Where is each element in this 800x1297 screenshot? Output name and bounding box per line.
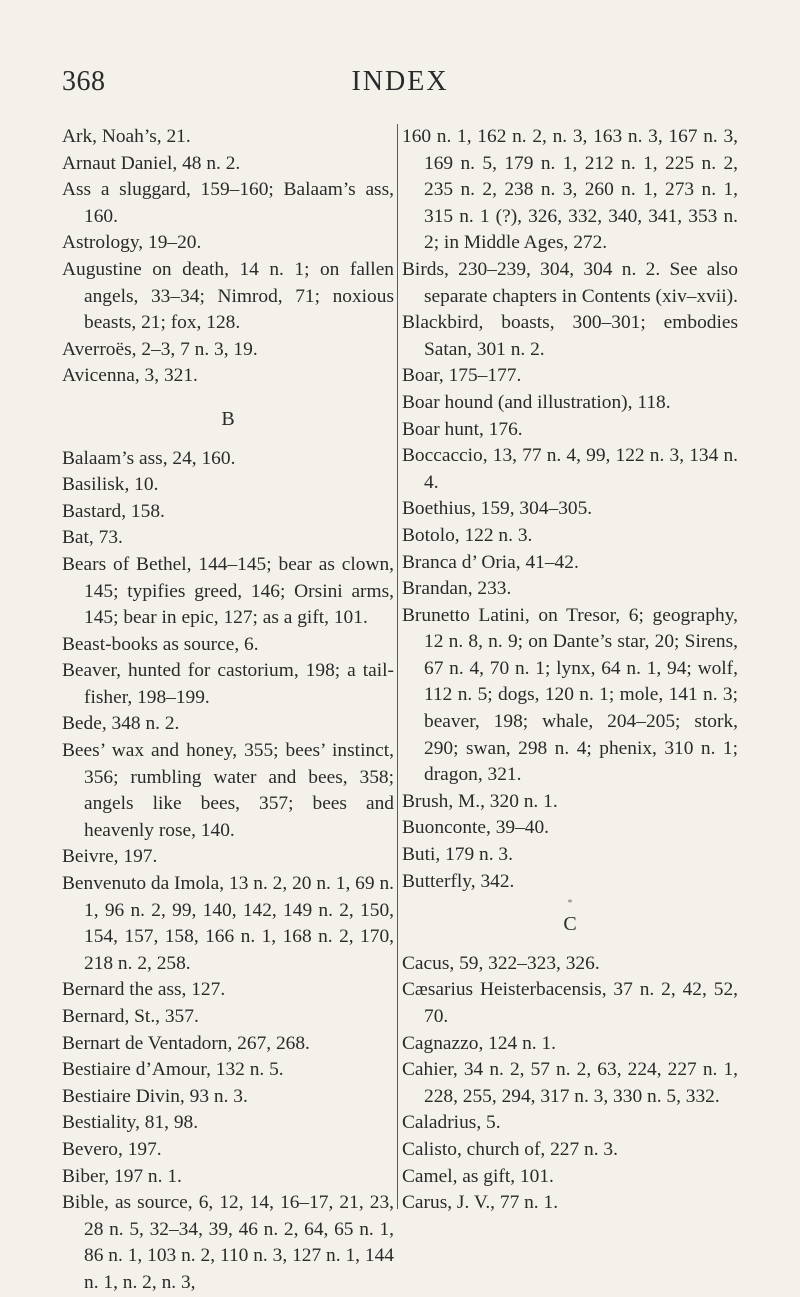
index-entry: Calisto, church of, 227 n. 3.	[402, 1138, 618, 1160]
index-entry: Bees’ wax and honey, 355; bees’ instinct, 356; rumbling water and bees, 358; angels like bees, 357; bees and heavenly rose, 140.	[62, 740, 394, 841]
index-entry: Bevero, 197.	[62, 1138, 162, 1160]
index-entry: Beaver, hunted for castorium, 198; a tail-fisher, 198–199.	[62, 660, 394, 708]
index-entry: Ass a sluggard, 159–160; Balaam’s ass, 160.	[62, 179, 394, 227]
index-entry: Brandan, 233.	[402, 578, 512, 600]
stray-mark: *	[567, 898, 573, 910]
index-entry: Butterfly, 342.	[402, 870, 515, 892]
index-entry: Botolo, 122 n. 3.	[402, 524, 533, 546]
index-entry: Balaam’s ass, 24, 160.	[62, 447, 236, 469]
entries-a	[62, 124, 394, 390]
index-entry: Augustine on death, 14 n. 1; on fallen angels, 33–34; Nimrod, 71; noxious beasts, 21; fox, 128.	[62, 258, 394, 334]
index-entry: Avicenna, 3, 321.	[62, 365, 198, 387]
index-entry: Brunetto Latini, on Tresor, 6; geography, 12 n. 8, n. 9; on Dante’s star, 20; Sirens, 67 n. 4, 70 n. 1; lynx, 64 n. 1, 94; wolf, 112 n. 5; dogs, 120 n. 1; mole, 141 n. 3; beaver, 198; whale, 204–205; stork, 290; swan, 298 n. 4; phenix, 310 n. 1; dragon, 321.	[402, 604, 738, 786]
index-entry: Basilisk, 10.	[62, 474, 159, 496]
index-entry: Averroës, 2–3, 7 n. 3, 19.	[62, 338, 258, 360]
index-entry: Bestiality, 81, 98.	[62, 1112, 199, 1134]
index-entry: Benvenuto da Imola, 13 n. 2, 20 n. 1, 69 n. 1, 96 n. 2, 99, 140, 142, 149 n. 2, 150, 154, 157, 158, 166 n. 1, 168 n. 2, 170, 218 n. 2, 258.	[62, 873, 394, 974]
index-entry: Carus, J. V., 77 n. 1.	[402, 1192, 559, 1214]
index-entry: Beast-books as source, 6.	[62, 633, 259, 655]
entries-c	[402, 951, 738, 1217]
index-entry: Arnaut Daniel, 48 n. 2.	[62, 152, 241, 174]
index-entry: Astrology, 19–20.	[62, 232, 202, 254]
index-entry: Caladrius, 5.	[402, 1112, 501, 1134]
index-entry: Bede, 348 n. 2.	[62, 713, 180, 735]
index-entry: Boar, 175–177.	[402, 365, 522, 387]
index-entry: Cæsarius Heisterbacensis, 37 n. 2, 42, 52, 70.	[402, 979, 738, 1027]
index-entry: Branca d’ Oria, 41–42.	[402, 551, 579, 573]
index-entry: Biber, 197 n. 1.	[62, 1165, 182, 1187]
index-entry: 160 n. 1, 162 n. 2, n. 3, 163 n. 3, 167 n. 3, 169 n. 5, 179 n. 1, 212 n. 1, 225 n. 2, 235 n. 2, 238 n. 3, 260 n. 1, 273 n. 1, 315 n. 1 (?), 326, 332, 340, 341, 353 n. 2; in Middle Ages, 272.	[402, 126, 738, 254]
index-entry: Bears of Bethel, 144–145; bear as clown, 145; typifies greed, 146; Orsini arms, 145; bear in epic, 127; as a gift, 101.	[62, 553, 394, 629]
index-entry: Bestiaire d’Amour, 132 n. 5.	[62, 1059, 284, 1081]
index-entry: Boethius, 159, 304–305.	[402, 498, 593, 520]
entries-b-right	[402, 124, 738, 895]
index-entry: Bible, as source, 6, 12, 14, 16–17, 21, 23, 28 n. 5, 32–34, 39, 46 n. 2, 64, 65 n. 1, 86 n. 1, 103 n. 2, 110 n. 3, 127 n. 1, 144 n. 1, n. 2, n. 3,	[62, 1192, 394, 1293]
index-entry: Brush, M., 320 n. 1.	[402, 790, 558, 812]
index-entry: Ark, Noah’s, 21.	[62, 126, 191, 147]
index-entry: Birds, 230–239, 304, 304 n. 2. See also separate chapters in Contents (xiv–xvii).	[402, 258, 738, 307]
page-number: 368	[62, 66, 106, 97]
column-rule	[397, 124, 398, 1209]
section-heading-b: B	[221, 407, 235, 430]
index-entry: Cahier, 34 n. 2, 57 n. 2, 63, 224, 227 n. 1, 228, 255, 294, 317 n. 3, 330 n. 5, 332.	[402, 1059, 738, 1107]
left-column	[62, 124, 394, 1297]
index-entry: Camel, as gift, 101.	[402, 1165, 554, 1187]
index-entry: Boccaccio, 13, 77 n. 4, 99, 122 n. 3, 134 n. 4.	[402, 445, 738, 493]
index-entry: Bernard, St., 357.	[62, 1006, 199, 1027]
entries-b-left	[62, 446, 394, 1297]
index-entry: Boar hound (and illustration), 118.	[402, 391, 671, 413]
running-head: INDEX	[351, 66, 449, 97]
right-column	[402, 124, 738, 1217]
index-entry: Buonconte, 39–40.	[402, 817, 550, 839]
index-entry: Boar hunt, 176.	[402, 418, 523, 440]
index-entry: Cagnazzo, 124 n. 1.	[402, 1032, 557, 1054]
section-heading-c: C	[563, 913, 577, 936]
index-entry: Beivre, 197.	[62, 846, 158, 868]
index-entry: Bernart de Ventadorn, 267, 268.	[62, 1032, 310, 1054]
index-entry: Buti, 179 n. 3.	[402, 844, 513, 866]
index-entry: Bestiaire Divin, 93 n. 3.	[62, 1085, 248, 1107]
index-entry: Bat, 73.	[62, 527, 123, 549]
index-entry: Bernard the ass, 127.	[62, 979, 226, 1001]
index-entry: Bastard, 158.	[62, 500, 165, 522]
index-entry: Cacus, 59, 322–323, 326.	[402, 952, 600, 974]
index-entry: Blackbird, boasts, 300–301; embodies Satan, 301 n. 2.	[402, 312, 738, 360]
